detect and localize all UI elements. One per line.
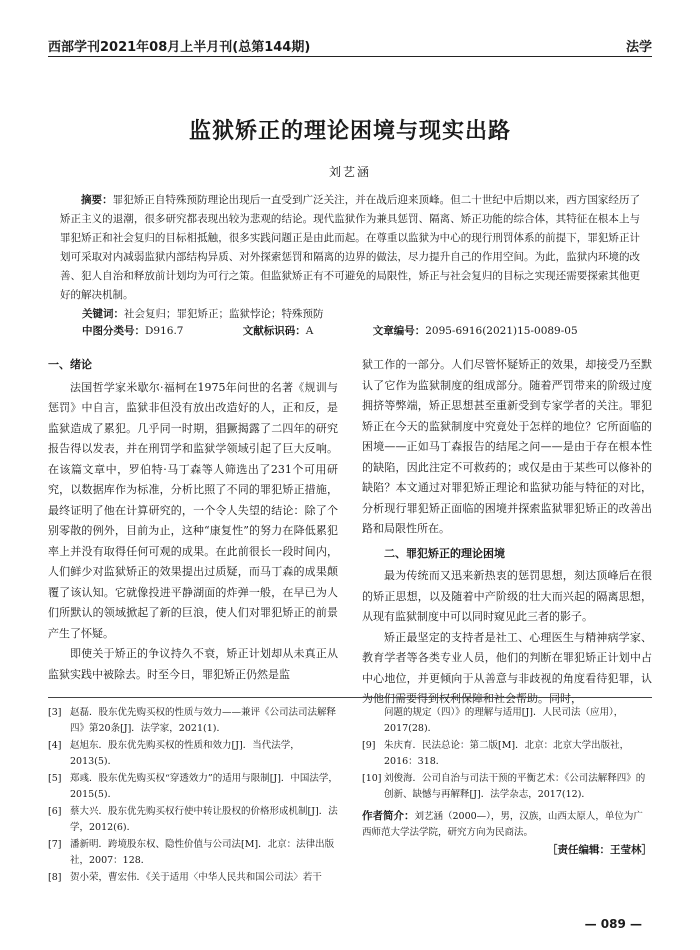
paragraph: 矫正最坚定的支持者是社工、心理医生与精神病学家、教育学者等各类专业人员，他们的判断在罪犯矫正计划中占中心地位，并更倾向于从善意与非歧视的角度看待犯罪，认为他们需要得到权利保障和社会帮助。同时，	[362, 630, 652, 705]
reference-item: [6] 蔡大兴．股东优先购买权行使中转让股权的价格形成机制[J]．法学，2012(6)．	[48, 806, 338, 833]
page-number: — 089 —	[584, 917, 642, 931]
clc-label: 中图分类号：	[82, 325, 145, 337]
reference-item: [9] 朱庆育．民法总论：第二版[M]．北京：北京大学出版社，2016：318．	[362, 740, 630, 767]
paragraph: 狱工作的一部分。人们尽管怀疑矫正的效果，却接受乃至默认了它作为监狱制度的组成部分。随着严罚带来的阶级过度拥挤等弊端，矫正思想甚至重新受到专家学者的关注。罪犯矫正在今天的监狱制度中究竟处于怎样的地位？它所面临的困境——正如马丁森报告的结尾之问——是由于存在根本性的缺陷，因此注定不可救药的；或仅是由于某些可以修补的缺陷？本文通过对罪犯矫正理论和监狱功能与特征的对比，分析现行罪犯矫正面临的困境并探索监狱罪犯矫正的改善出路和局限性所在。	[362, 358, 652, 535]
reference-item: [4] 赵旭东．股东优先购买权的性质和效力[J]．当代法学，2013(5)．	[48, 740, 300, 767]
section-label: 法学	[625, 40, 652, 55]
section-heading: 一、绪论	[48, 358, 92, 371]
abstract-label: 摘要：	[81, 194, 113, 206]
author-bio-text: 刘艺涵（2000—），男，汉族，山西太原人，单位为广西师范大学法学院，研究方向为民商法。	[362, 811, 643, 838]
responsible-editor: ［责任编辑：王莹林］	[547, 844, 652, 856]
paragraph: 法国哲学家米歇尔·福柯在1975年问世的名著《规训与惩罚》中自言，监狱非但没有放出改造好的人，正和反，是监狱造成了累犯。几乎同一时期，猖獗揭露了二四年的研究报告得以发表，并在刑罚学和监狱学领域引起了巨大反响。在该篇文章中，罗伯特·马丁森等人筛选出了231个可用研究，以数据库作为标准，分析比照了不同的罪犯矫正措施，最终证明了他在计算研究的，一个令人失望的结论：除了个别零散的例外，目前为止，这种“康复性”的努力在降低累犯率上并没有取得任何可观的成果。在此前很长一段时间内，人们鲜少对监狱矫正的效果提出过质疑，而马丁森的成果颠覆了该认知。它就像投进平静湖面的炸弹一般，在早已为人们所默认的领域掀起了新的巨浪，使人们对罪犯矫正的前景产生了怀疑。	[48, 380, 338, 640]
journal-info: 西部学刊2021年08月上半月刊(总第144期)	[48, 40, 311, 55]
author-bio	[362, 808, 652, 841]
keywords-text: 社会复归；罪犯矫正；监狱悖论；特殊预防	[124, 308, 324, 320]
references-left	[48, 705, 338, 888]
running-header	[48, 34, 652, 57]
body-column-right	[362, 355, 652, 710]
paragraph: 最为传统而又迅来新热衷的惩罚思想，刻达顶峰后在很的矫正思想，以及随着中产阶级的壮大而兴起的隔离思想，从现有监狱制度中可以同时窥见此三者的影子。	[362, 569, 652, 623]
article-number-value: 2095-6916(2021)15-0089-05	[425, 325, 578, 337]
references-right	[362, 705, 652, 859]
section-heading: 二、罪犯矫正的理论困境	[384, 546, 505, 560]
classification-line	[82, 323, 640, 338]
article-title: 监狱矫正的理论困境与现实出路	[188, 119, 511, 144]
reference-item: [3] 赵磊．股东优先购买权的性质与效力——兼评《公司法司法解释四》第20条[J]．法学家，2021(1)．	[48, 707, 337, 734]
keywords	[82, 306, 640, 321]
body-column-left	[48, 355, 338, 685]
reference-item: [7] 潘新明．跨境股东权、隐性价值与公司法[M]．北京：法律出版社，2007：128．	[48, 839, 335, 866]
paragraph: 即使关于矫正的争议持久不衰，矫正计划却从未真正从监狱实践中被除去。时至今日，罪犯矫正仍然是监	[48, 647, 338, 681]
keywords-label: 关键词：	[82, 308, 124, 320]
reference-item: 问题的规定（四）》的理解与适用[J]．人民司法（应用），2017(28)．	[384, 707, 624, 734]
clc-value: D916.7	[145, 325, 184, 337]
reference-item: [5] 郑彧．股东优先购买权“穿透效力”的适用与限制[J]．中国法学，2015(5)．	[48, 773, 338, 800]
article-number-label: 文章编号：	[372, 325, 426, 337]
author-bio-label: 作者简介：	[362, 810, 415, 822]
references-divider	[48, 697, 652, 698]
author-name: 刘艺涵	[328, 165, 371, 179]
doc-code-label: 文献标识码：	[242, 325, 306, 337]
reference-item: [8] 贺小荣，曹宏伟．《关于适用〈中华人民共和国公司法〉若干	[48, 872, 322, 883]
abstract-text: 罪犯矫正自特殊预防理论出现后一直受到广泛关注，并在战后迎来顶峰。但二十世纪中后期以来，西方国家经历了矫正主义的退潮，很多研究都表现出较为悲观的结论。现代监狱作为兼具惩罚、隔离、矫正功能的综合体，其特征在根本上与罪犯矫正和社会复归的目标相抵触，很多实践问题正是由此而起。在尊重以监狱为中心的现行刑罚体系的前提下，罪犯矫正计划可采取对内减弱监狱内部结构异质、对外探索惩罚和隔离的边界的做法，尽力提升自己的作用空间。为此，监狱内环境的改善、犯人自治和释放前计划均为可行之策。但监狱矫正有不可避免的局限性，矫正与社会复归的目标之实现还需要探索其他更好的解决机制。	[60, 194, 641, 301]
abstract	[60, 191, 640, 305]
reference-item: [10] 刘俊海．公司自治与司法干预的平衡艺术：《公司法解释四》的创新、缺憾与再解释[J]．法学杂志，2017(12)．	[362, 773, 646, 800]
doc-code-value: A	[305, 325, 314, 337]
